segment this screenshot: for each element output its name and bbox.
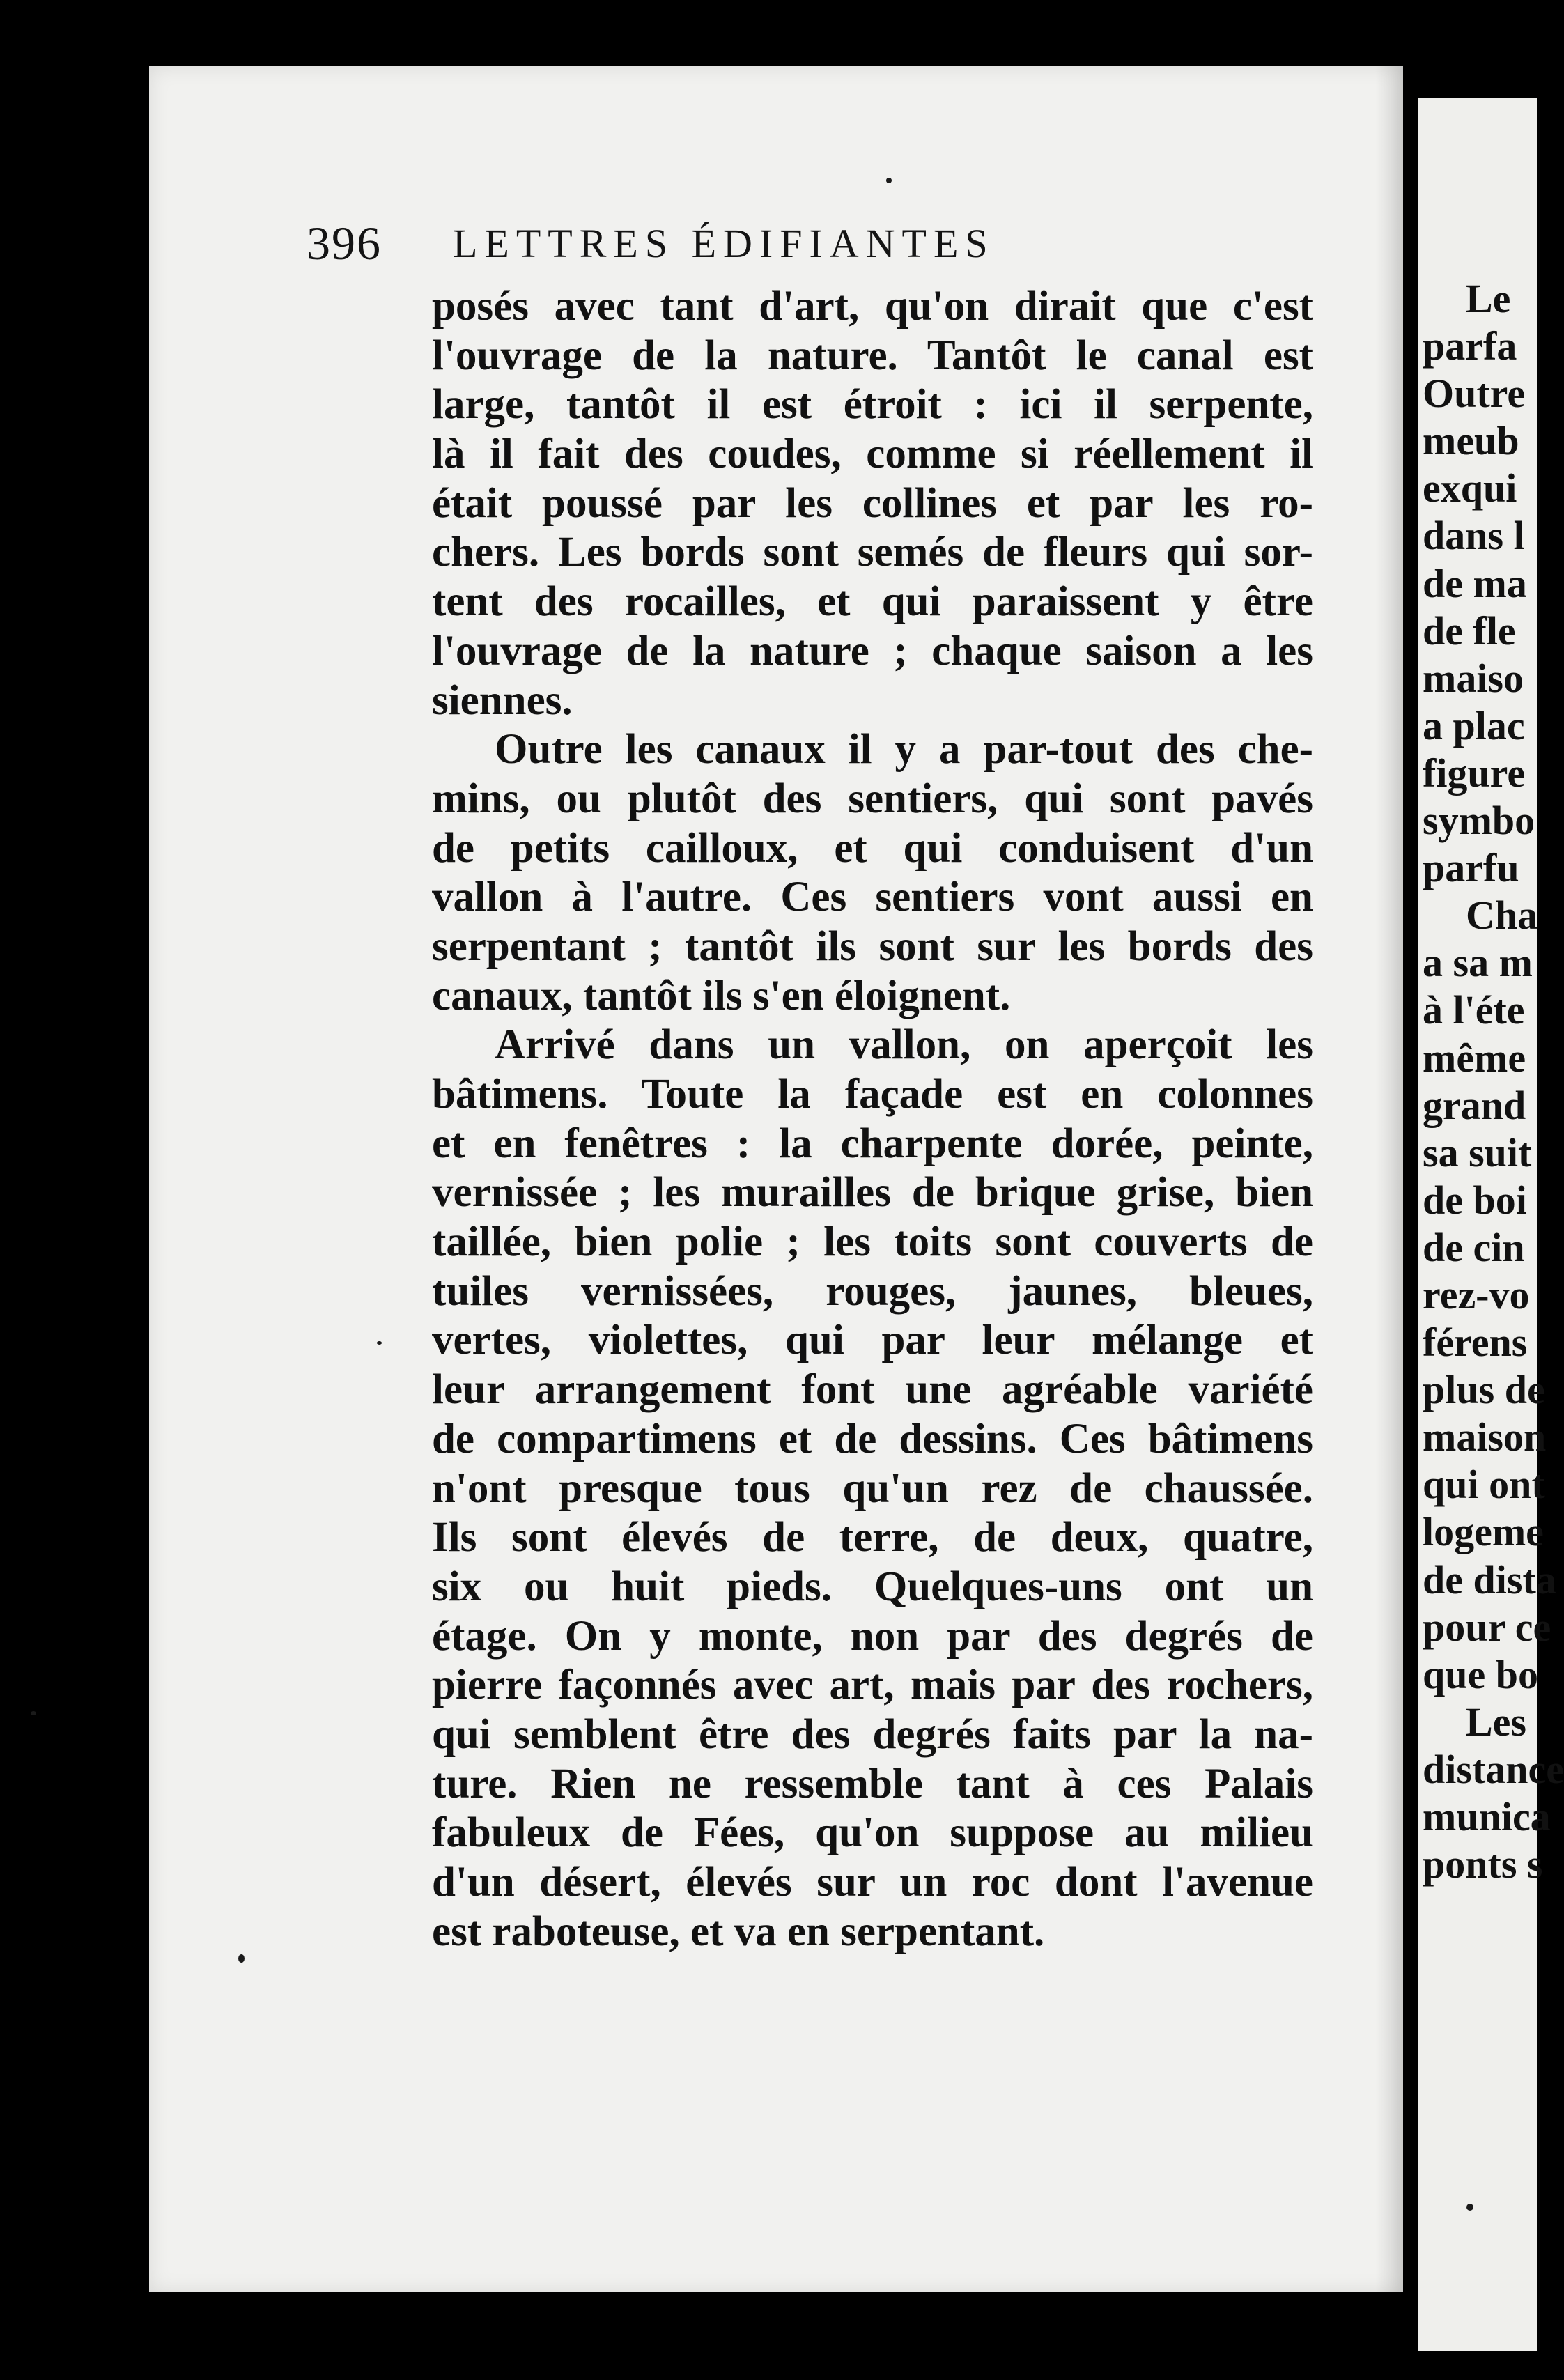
fragment-line: Les (1466, 1699, 1526, 1745)
fragment-line: de dista (1423, 1556, 1556, 1602)
text-line: leur arrangement font une agréable variété (432, 1366, 1313, 1414)
text-line: siennes. (432, 677, 573, 724)
text-line: vernissée ; les murailles de brique grise, bien (432, 1169, 1313, 1216)
text-line: et en fenêtres : la charpente dorée, peinte, (432, 1120, 1313, 1167)
text-line: vertes, violettes, qui par leur mélange et (432, 1317, 1313, 1364)
fragment-line: plus de (1423, 1367, 1545, 1413)
text-line: de petits cailloux, et qui conduisent d'un (432, 824, 1313, 872)
text-line: étage. On y monte, non par des degrés de (432, 1612, 1313, 1660)
fragment-line: de fle (1423, 608, 1516, 654)
fragment-line: pour ce (1423, 1604, 1551, 1650)
fragment-line: dans l (1423, 513, 1525, 559)
ink-speck (31, 1711, 36, 1715)
fragment-line: à l'éte (1423, 987, 1525, 1033)
ink-speck (377, 1341, 382, 1345)
text-line: Ils sont élevés de terre, de deux, quatre, (432, 1514, 1313, 1561)
fragment-line: a sa m (1423, 940, 1533, 986)
text-line: taillée, bien polie ; les toits sont couverts de (432, 1219, 1313, 1266)
fragment-line: figure (1423, 750, 1526, 796)
ink-speck (238, 1954, 245, 1963)
fragment-line: que bo (1423, 1651, 1539, 1697)
text-line: posés avec tant d'art, qu'on dirait que c'est (432, 283, 1313, 330)
fragment-line: parfu (1423, 845, 1519, 891)
fragment-line: de boi (1423, 1177, 1527, 1223)
text-line: vallon à l'autre. Ces sentiers vont aussi en (432, 874, 1313, 921)
text-line: large, tantôt il est étroit : ici il serpente, (432, 381, 1313, 428)
text-line: n'ont presque tous qu'un rez de chaussée. (432, 1465, 1313, 1512)
text-line: fabuleux de Fées, qu'on suppose au milieu (432, 1809, 1313, 1857)
fragment-line: munica (1423, 1794, 1551, 1839)
text-line: tuiles vernissées, rouges, jaunes, bleues, (432, 1267, 1313, 1315)
text-line: l'ouvrage de la nature. Tantôt le canal est (432, 332, 1313, 379)
text-line: serpentant ; tantôt ils sont sur les bords des (432, 922, 1313, 970)
fragment-line: Cha (1466, 892, 1538, 938)
text-line: est raboteuse, et va en serpentant. (432, 1908, 1045, 1955)
fragment-line: Outre (1423, 371, 1526, 417)
fragment-line: ponts s (1423, 1841, 1543, 1887)
text-line: pierre façonnés avec art, mais par des rochers, (432, 1662, 1313, 1709)
paragraph-start-line: Outre les canaux il y a par-tout des che- (495, 726, 1313, 773)
text-line: ture. Rien ne ressemble tant à ces Palais (432, 1760, 1313, 1807)
running-title: LETTRES ÉDIFIANTES (453, 221, 995, 266)
main-text-block (432, 282, 1313, 1956)
text-line: qui semblent être des degrés faits par la na- (432, 1710, 1313, 1758)
fragment-line: exqui (1423, 465, 1517, 511)
paragraph-start-line: Arrivé dans un vallon, on aperçoit les (495, 1021, 1313, 1069)
running-head (307, 216, 1352, 282)
fragment-line: parfa (1423, 323, 1517, 369)
ink-speck (1466, 2204, 1473, 2211)
fragment-line: maison (1423, 1414, 1547, 1460)
ink-speck (886, 178, 892, 183)
fragment-line: de ma (1423, 560, 1527, 606)
fragment-line: même (1423, 1035, 1526, 1081)
fragment-line: a plac (1423, 702, 1525, 748)
text-line: était poussé par les collines et par les ro- (432, 479, 1313, 527)
fragment-line: férens (1423, 1320, 1528, 1366)
text-line: là il fait des coudes, comme si réellement il (432, 431, 1313, 478)
fragment-line: logeme (1423, 1509, 1544, 1555)
text-line: tent des rocailles, et qui paraissent y être (432, 578, 1313, 626)
fragment-line: symbo (1423, 798, 1535, 844)
fragment-line: de cin (1423, 1224, 1525, 1270)
fragment-line: meub (1423, 418, 1519, 464)
text-line: de compartimens et de dessins. Ces bâtimens (432, 1415, 1313, 1462)
text-line: canaux, tantôt ils s'en éloignent. (432, 972, 1011, 1019)
page-number: 396 (307, 217, 382, 270)
fragment-line: distance (1423, 1746, 1564, 1792)
text-line: chers. Les bords sont semés de fleurs qui sor- (432, 529, 1313, 576)
text-line: l'ouvrage de la nature ; chaque saison a les (432, 627, 1313, 674)
fragment-line: qui ont (1423, 1462, 1545, 1508)
text-line: d'un désert, élevés sur un roc dont l'avenue (432, 1859, 1313, 1906)
fragment-line: rez-vo (1423, 1272, 1530, 1318)
right-page-text-fragment (1423, 275, 1562, 1888)
text-line: mins, ou plutôt des sentiers, qui sont pavés (432, 775, 1313, 822)
fragment-line: sa suit (1423, 1129, 1532, 1175)
text-line: six ou huit pieds. Quelques-uns ont un (432, 1563, 1313, 1610)
fragment-line: Le (1466, 276, 1511, 321)
fragment-line: grand (1423, 1082, 1526, 1128)
text-line: bâtimens. Toute la façade est en colonnes (432, 1071, 1313, 1118)
fragment-line: maiso (1423, 655, 1524, 701)
